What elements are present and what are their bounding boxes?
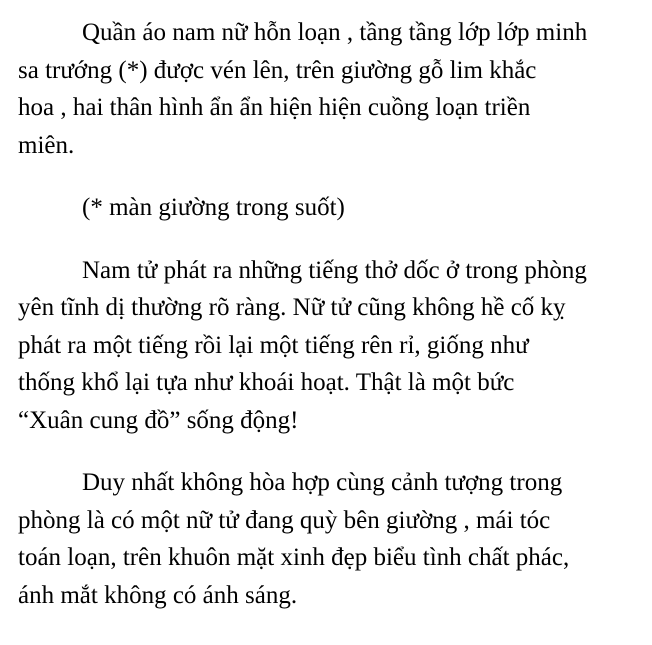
text-line: “Xuân cung đồ” sống động! [18,406,299,434]
text-line: sa trướng (*) được vén lên, trên giường gỗ lim khắc [18,56,537,84]
text-line: yên tĩnh dị thường rõ ràng. Nữ tử cũng không hề cố kỵ [18,294,566,321]
document-page [18,14,638,639]
text-line: toán loạn, trên khuôn mặt xinh đẹp biểu tình chất phác, [18,544,570,571]
text-line: hoa , hai thân hình ẩn ẩn hiện hiện cuồng loạn triền [18,94,531,121]
paragraph-1 [18,14,638,164]
paragraph-2 [18,252,638,440]
text-line: Nam tử phát ra những tiếng thở dốc ở trong phòng [82,256,587,284]
text-line: Quần áo nam nữ hỗn loạn , tầng tầng lớp lớp minh [82,19,588,46]
text-line: thống khổ lại tựa như khoái hoạt. Thật là một bức [18,369,515,396]
paragraph-footnote [18,189,638,227]
text-line: phòng là có một nữ tử đang quỳ bên giường , mái tóc [18,506,551,534]
text-line: Duy nhất không hòa hợp cùng cảnh tượng trong [82,469,563,496]
text-line: miên. [18,131,75,159]
paragraph-3 [18,464,638,614]
text-line: ánh mắt không có ánh sáng. [18,581,298,609]
text-line: (* màn giường trong suốt) [82,194,345,221]
text-line: phát ra một tiếng rồi lại một tiếng rên rỉ, giống như [18,331,529,359]
